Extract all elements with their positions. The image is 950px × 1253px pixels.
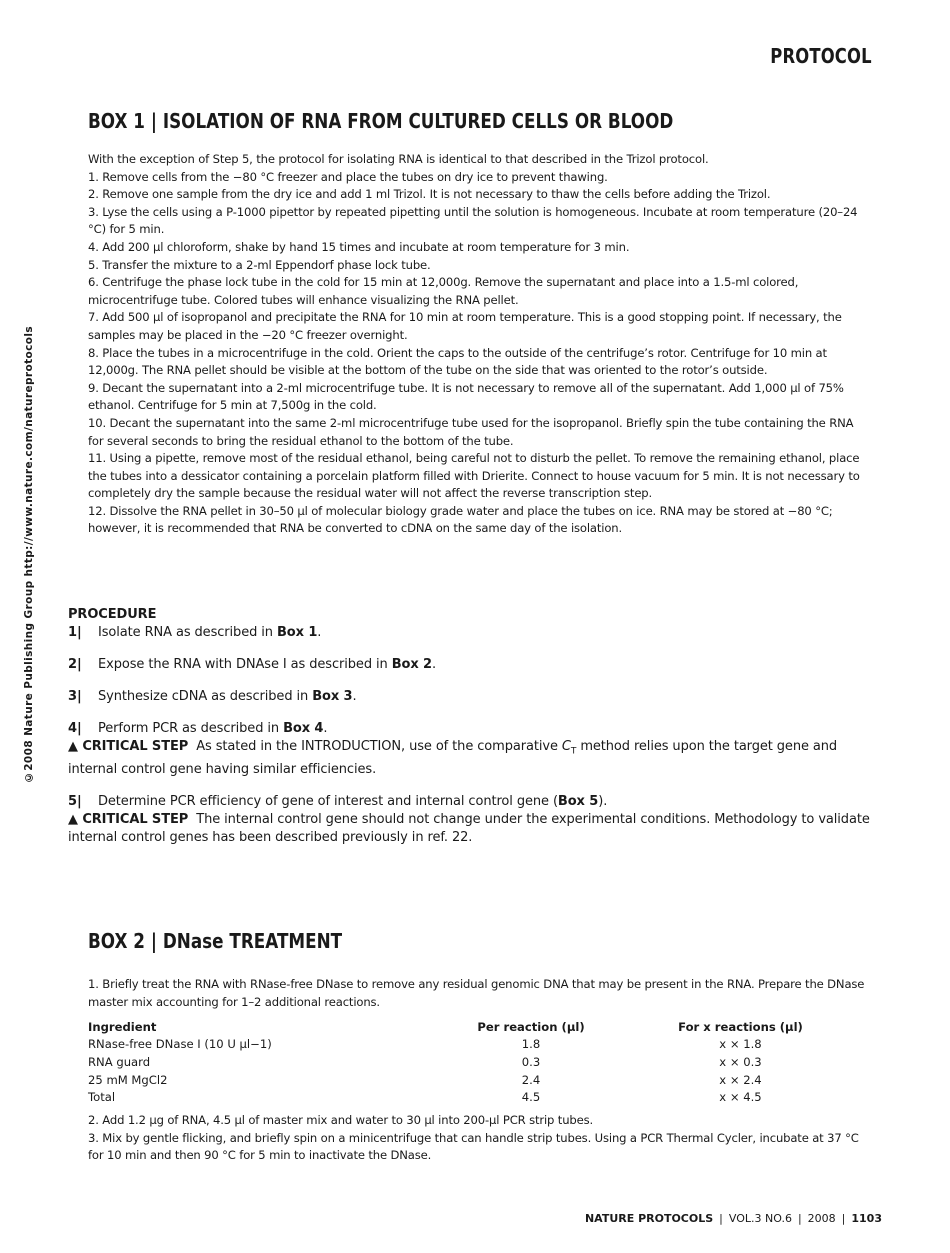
step-tail: ). — [598, 793, 608, 809]
ingredient-table — [88, 1018, 843, 1106]
step-text: Expose the RNA with DNAse I as described in — [98, 657, 392, 672]
table-cell: x × 1.8 — [719, 1037, 762, 1052]
box1-step-2: 2. Remove one sample from the dry ice and add 1 ml Trizol. It is not necessary to thaw the cells before adding the Trizol. — [88, 187, 771, 202]
critical-text: The internal control gene should not change under the experimental conditions. Methodology to validate internal control genes has been described previously in ref. 22. — [68, 811, 870, 845]
table-row — [88, 1036, 843, 1054]
table-cell: Total — [88, 1090, 116, 1105]
step-text: Isolate RNA as described in — [98, 625, 277, 640]
box1-step-11: 11. Using a pipette, remove most of the residual ethanol, being careful not to disturb the pellet. To remove the remaining ethanol, place the tubes into a dessicator containing a porcelain platform filled with Drierite. Connect to house vacuum for 5 min. It is not necessary to completely dry the sample because the residual water will not affect the reverse transcription step. — [88, 451, 860, 501]
procedure-step-3 — [68, 688, 873, 706]
procedure-step-2 — [68, 656, 873, 674]
step-ref: Box 4 — [283, 721, 324, 736]
box1-intro: With the exception of Step 5, the protocol for isolating RNA is identical to that described in the Trizol protocol. — [88, 152, 709, 166]
box1-step-5: 5. Transfer the mixture to a 2-ml Eppendorf phase lock tube. — [88, 257, 431, 272]
procedure-section — [68, 606, 873, 847]
step-tail: . — [317, 625, 322, 640]
step-tail: . — [432, 657, 437, 672]
box2-step-1 — [88, 976, 868, 1011]
step-text: Determine PCR efficiency of gene of interest and internal control gene ( — [98, 793, 558, 809]
section-label: PROTOCOL — [770, 44, 872, 68]
box2-step-2: 2. Add 1.2 µg of RNA, 4.5 µl of master mix and water to 30 µl into 200-µl PCR strip tubes. — [88, 1113, 594, 1127]
box1-step-8: 8. Place the tubes in a microcentrifuge in the cold. Orient the caps to the outside of the centrifuge’s rotor. Centrifuge for 10 min at 12,000g. The RNA pellet should be visible at the bottom of the tube on the side that was oriented to the rotor’s outside. — [88, 345, 827, 378]
year: 2008 — [807, 1212, 836, 1225]
copyright-sidebar-text: ©2008 Nature Publishing Group http://www.nature.com/natureprotocols — [23, 326, 35, 784]
box1-step-1: 1. Remove cells from the −80 °C freezer and place the tubes on dry ice to prevent thawing. — [88, 169, 608, 184]
table-cell: x × 4.5 — [719, 1090, 762, 1105]
step-tail: . — [352, 689, 357, 704]
step-ref: Box 5 — [557, 793, 599, 809]
step-text: Synthesize cDNA as described in — [98, 689, 313, 704]
table-cell: x × 0.3 — [719, 1054, 762, 1069]
table-row — [88, 1088, 843, 1106]
page-footer: NATURE PROTOCOLS | VOL.3 NO.6 | 2008 | 1103 — [584, 1212, 882, 1225]
box2-step-1-text: 1. Briefly treat the RNA with RNase-free DNase to remove any residual genomic DNA that may be present in the RNA. Prepare the DNase master mix accounting for 1–2 additional reactions. — [88, 977, 865, 1009]
journal-name: NATURE PROTOCOLS — [584, 1212, 714, 1225]
critical-text-a: As stated in the INTRODUCTION, use of the comparative — [196, 739, 562, 754]
table-cell: x × 2.4 — [719, 1072, 762, 1087]
procedure-heading: PROCEDURE — [68, 607, 157, 622]
critical-text-b: method relies upon the target gene and internal control gene having similar efficiencies. — [68, 739, 838, 777]
table-row — [88, 1071, 843, 1089]
volume-issue: VOL.3 NO.6 — [728, 1212, 792, 1225]
box1-step-12: 12. Dissolve the RNA pellet in 30–50 µl of molecular biology grade water and place the tubes on ice. RNA may be stored at −80 °C; however, it is recommended that RNA be converted to cDNA on the same day of the isolation. — [88, 503, 833, 536]
ct-symbol: C — [561, 739, 571, 754]
table-cell: 25 mM MgCl2 — [88, 1072, 168, 1087]
step-tail: . — [323, 721, 328, 736]
box1-step-10: 10. Decant the supernatant into the same 2-ml microcentrifuge tube used for the isopropanol. Briefly spin the tube containing the RNA for several seconds to bring the residual ethanol to the bottom of the tube. — [88, 415, 854, 448]
step-ref: Box 3 — [312, 689, 353, 704]
step-number: 3| — [68, 689, 82, 704]
table-cell: 2.4 — [521, 1072, 541, 1087]
procedure-step-5 — [68, 793, 873, 811]
table-cell: 1.8 — [521, 1037, 541, 1052]
step-number: 2| — [68, 657, 82, 672]
box1-step-9: 9. Decant the supernatant into a 2-ml microcentrifuge tube. It is not necessary to remove all of the supernatant. Add 1,000 µl of 75% ethanol. Centrifuge for 5 min at 7,500g in the cold. — [88, 380, 844, 413]
step-ref: Box 2 — [391, 657, 432, 672]
table-row — [88, 1053, 843, 1071]
box2-steps-2-3 — [88, 1112, 868, 1165]
procedure-step-4 — [68, 720, 873, 738]
box2-title: BOX 2 | DNase TREATMENT — [88, 929, 343, 953]
critical-step-4 — [68, 738, 873, 779]
step-number: 5| — [68, 793, 82, 809]
table-header-row — [88, 1018, 843, 1036]
step-number: 4| — [68, 721, 82, 736]
table-header: Per reaction (µl) — [477, 1019, 585, 1034]
step-number: 1| — [68, 625, 82, 640]
critical-step-5 — [68, 811, 873, 847]
box2-step-3: 3. Mix by gentle flicking, and briefly spin on a minicentrifuge that can handle strip tubes. Using a PCR Thermal Cycler, incubate at 37 °C for 10 min and then 90 °C for 5 min to inactivate the DNase. — [88, 1130, 859, 1163]
table-header: Ingredient — [88, 1019, 157, 1034]
table-cell: 0.3 — [521, 1054, 541, 1069]
box1-step-6: 6. Centrifuge the phase lock tube in the cold for 15 min at 12,000g. Remove the supernatant and place into a 1.5-ml colored, microcentrifuge tube. Colored tubes will enhance visualizing the RNA pellet. — [88, 275, 799, 307]
step-ref: Box 1 — [276, 625, 318, 640]
box1-step-3: 3. Lyse the cells using a P-1000 pipettor by repeated pipetting until the solution is homogeneous. Incubate at room temperature (20–24 °C) for 5 min. — [88, 204, 858, 237]
table-cell: RNA guard — [88, 1054, 151, 1069]
table-cell: 4.5 — [521, 1090, 541, 1105]
copyright-sidebar — [24, 326, 40, 783]
box1-step-4: 4. Add 200 µl chloroform, shake by hand 15 times and incubate at room temperature for 3 min. — [88, 239, 630, 254]
box1-body — [88, 151, 868, 538]
step-text: Perform PCR as described in — [98, 721, 284, 736]
critical-step-label: ▲ CRITICAL STEP — [68, 739, 189, 754]
table-header: For x reactions (µl) — [678, 1019, 803, 1034]
ct-subscript: T — [570, 746, 577, 757]
table-cell: RNase-free DNase I (10 U µl−1) — [88, 1037, 272, 1052]
page-number: 1103 — [851, 1212, 882, 1225]
box1-title: BOX 1 | ISOLATION OF RNA FROM CULTURED CELLS OR BLOOD — [88, 109, 674, 133]
critical-step-label: ▲ CRITICAL STEP — [68, 811, 189, 827]
procedure-step-1 — [68, 624, 873, 642]
box1-step-7: 7. Add 500 µl of isopropanol and precipitate the RNA for 10 min at room temperature. This is a good stopping point. If necessary, the samples may be placed in the −20 °C freezer overnight. — [88, 310, 842, 342]
